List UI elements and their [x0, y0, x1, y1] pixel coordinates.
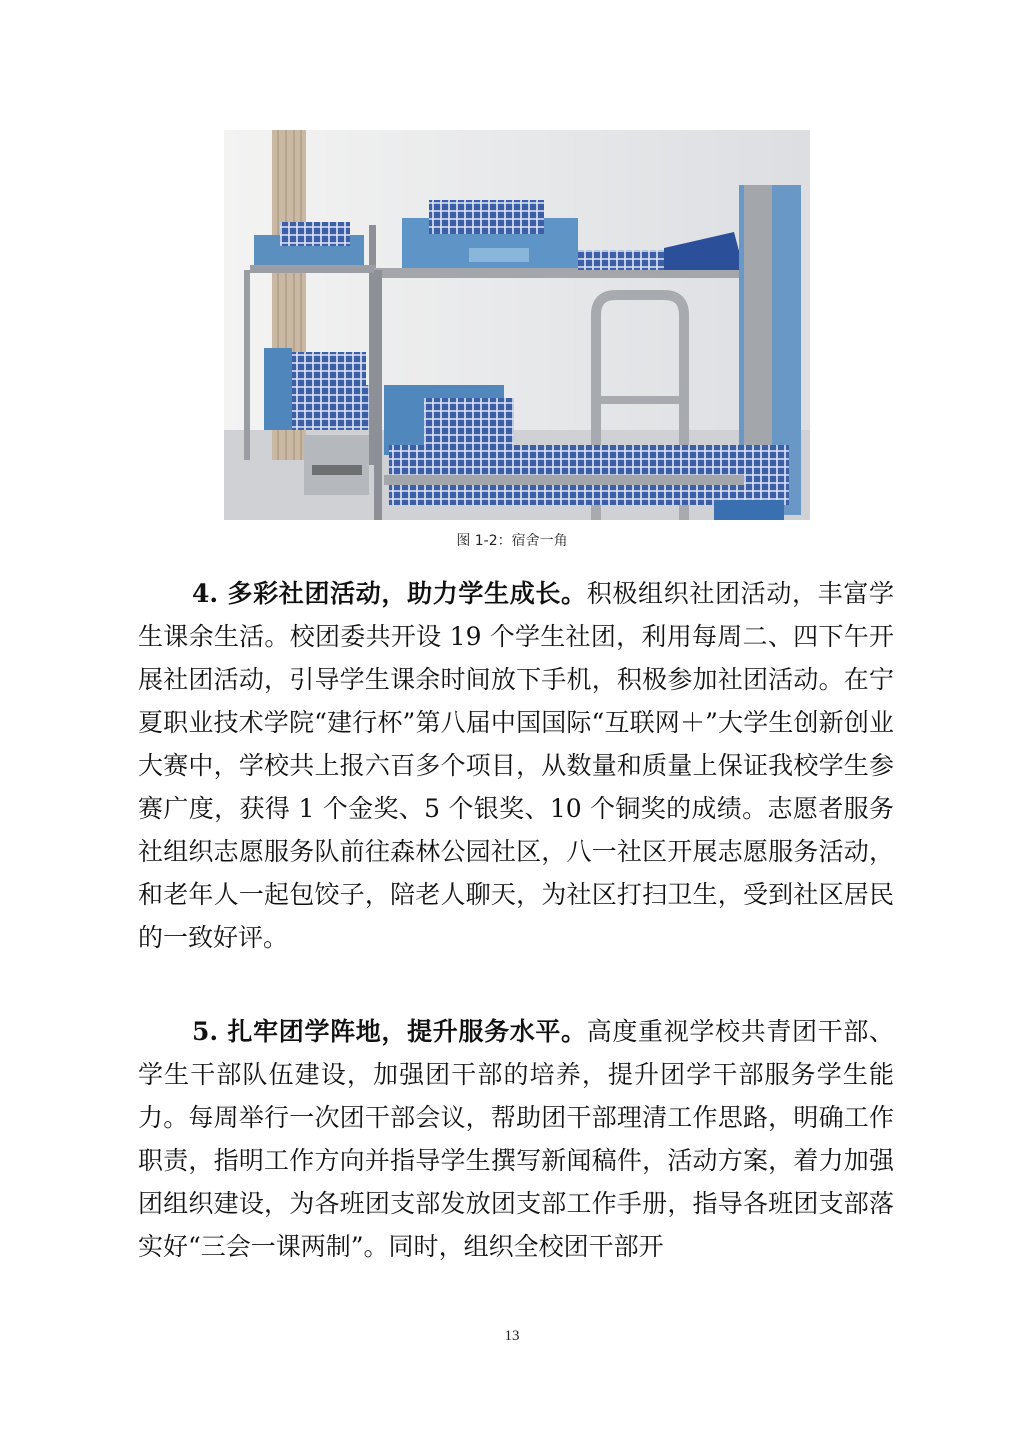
- page-number: 13: [504, 1328, 520, 1344]
- figure-caption: 图 1-2：宿舍一角: [456, 533, 568, 549]
- paragraph-heading: 4. 多彩社团活动，助力学生成长。: [192, 579, 587, 608]
- paragraph-body: 积极组织社团活动，丰富学生课余生活。校团委共开设 19 个学生社团，利用每周二、四下午开展社团活动，引导学生课余时间放下手机，积极参加社团活动。在宁夏职业技术学院“建行杯”第八届中国国际“互联网＋”大学生创新创业大赛中，学校共上报六百多个项目，从数量和质量上保证我校学生参赛广度，获得 1 个金奖、5 个银奖、10 个铜奖的成绩。志愿者服务社组织志愿服务队前往森林公园社区，八一社区开展志愿服务活动，和老年人一起包饺子，陪老人聊天，为社区打扫卫生，受到社区居民的一致好评。: [138, 579, 894, 952]
- paragraph-heading: 5. 扎牢团学阵地，提升服务水平。: [192, 1017, 587, 1046]
- paragraph-body: 高度重视学校共青团干部、学生干部队伍建设，加强团干部的培养，提升团学干部服务学生能力。每周举行一次团干部会议，帮助团干部理清工作思路，明确工作职责，指明工作方向并指导学生撰写新闻稿件，活动方案，着力加强团组织建设，为各班团支部发放团支部工作手册，指导各班团支部落实好“三会一课两制”。同时，组织全校团干部开: [138, 1017, 894, 1261]
- dormitory-photo: [224, 130, 810, 520]
- paragraph-league-building: [138, 1010, 894, 1268]
- paragraph-club-activities: [138, 572, 894, 959]
